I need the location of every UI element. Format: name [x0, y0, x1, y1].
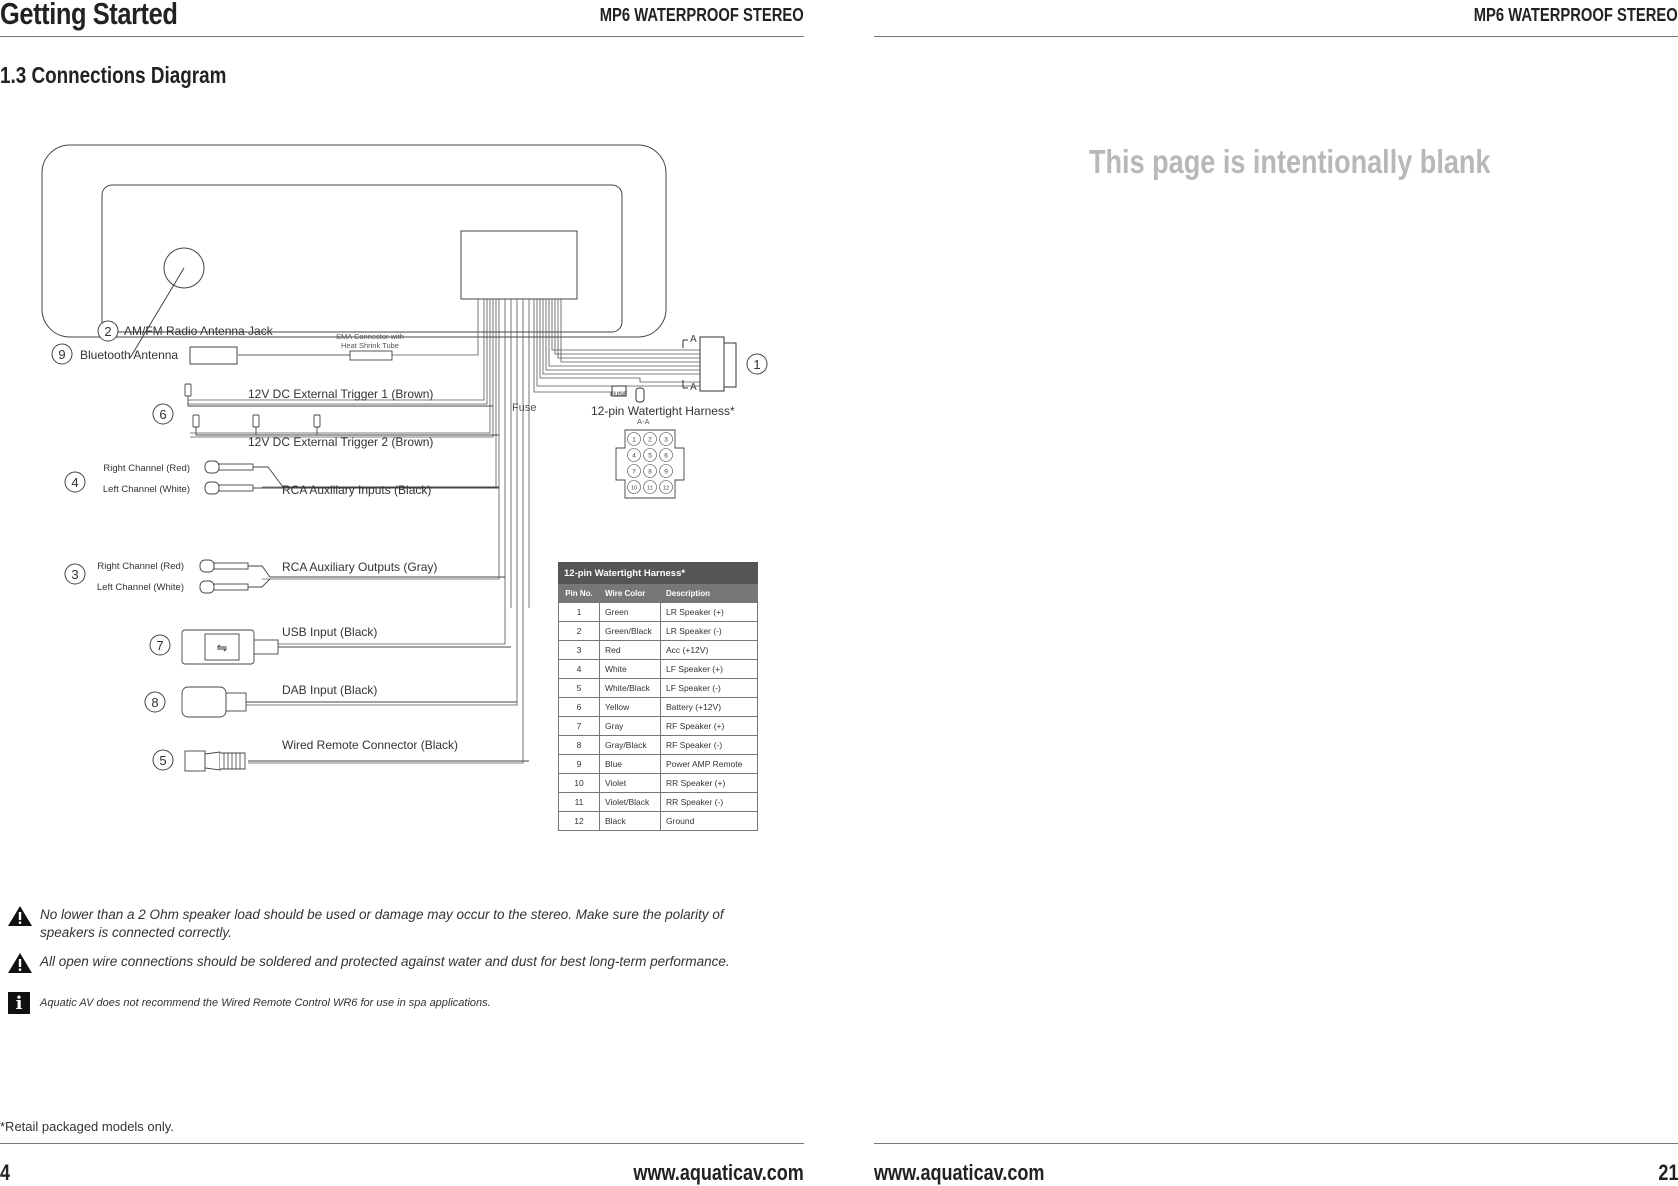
harness-pin-number: 1: [632, 436, 636, 444]
wire-color-cell: White/Black: [600, 679, 661, 698]
pin-number-cell: 10: [559, 774, 600, 793]
section-a-top: A: [690, 334, 697, 345]
page-heading: Getting Started: [0, 0, 178, 31]
col-description: Description: [661, 584, 758, 603]
table-row: [559, 622, 758, 641]
table-row: [559, 736, 758, 755]
wire-color-cell: Gray: [600, 717, 661, 736]
description-cell: Acc (+12V): [661, 641, 758, 660]
wire-color-cell: Gray/Black: [600, 736, 661, 755]
wire-color-cell: Green: [600, 603, 661, 622]
pin-number-cell: 9: [559, 755, 600, 774]
description-cell: Ground: [661, 812, 758, 831]
table-row: [559, 603, 758, 622]
wire-color-cell: White: [600, 660, 661, 679]
pin-number-cell: 8: [559, 736, 600, 755]
harness-pin-number: 12: [662, 485, 670, 492]
description-cell: RF Speaker (+): [661, 717, 758, 736]
callout-8-number: 8: [151, 695, 159, 710]
table-row: [559, 793, 758, 812]
harness-label: 12-pin Watertight Harness*: [591, 404, 735, 418]
pin-number-cell: 1: [559, 603, 600, 622]
left-footer-rule: [0, 1143, 804, 1144]
harness-pin-number: 11: [647, 485, 653, 492]
left-header-product: MP6 WATERPROOF STEREO: [600, 5, 804, 25]
antenna-jack-label: AM/FM Radio Antenna Jack: [124, 324, 273, 338]
sma-label-line2: Heat Shrink Tube: [341, 341, 399, 350]
rca-out-label: RCA Auxiliary Outputs (Gray): [282, 560, 438, 574]
rear-connector-block: [461, 231, 577, 299]
harness-pin-number: 2: [648, 436, 652, 444]
harness-table-title: 12-pin Watertight Harness*: [559, 563, 758, 584]
col-wire-color: Wire Color: [600, 584, 661, 603]
left-page-number: 4: [0, 1160, 11, 1185]
description-cell: LR Speaker (-): [661, 622, 758, 641]
right-header-product: MP6 WATERPROOF STEREO: [1474, 5, 1678, 25]
dab-label: DAB Input (Black): [282, 683, 378, 697]
wire-color-cell: Red: [600, 641, 661, 660]
harness-pin-number: 10: [630, 485, 638, 492]
blank-page-notice: This page is intentionally blank: [1089, 143, 1491, 180]
harness-pin-number: 6: [664, 452, 668, 460]
right-header-rule: [874, 36, 1678, 37]
table-row: [559, 717, 758, 736]
sma-label-line1: SMA Connector with: [336, 332, 404, 341]
harness-connector: [612, 337, 736, 402]
description-cell: Battery (+12V): [661, 698, 758, 717]
pin-number-cell: 7: [559, 717, 600, 736]
harness-table-header: [559, 584, 758, 603]
wire-color-cell: Yellow: [600, 698, 661, 717]
harness-table: [558, 562, 758, 831]
fuse-tag: FUSE: [610, 391, 628, 398]
description-cell: LF Speaker (-): [661, 679, 758, 698]
description-cell: LF Speaker (+): [661, 660, 758, 679]
pin-number-cell: 4: [559, 660, 600, 679]
callout-5-number: 5: [159, 753, 167, 768]
left-footer-url[interactable]: www.aquaticav.com: [633, 1160, 804, 1185]
harness-pin-number: 9: [664, 468, 668, 476]
table-row: [559, 660, 758, 679]
remote-connector: [185, 751, 529, 771]
bluetooth-antenna: [190, 347, 237, 364]
wire-color-cell: Violet: [600, 774, 661, 793]
description-cell: RR Speaker (-): [661, 793, 758, 812]
description-cell: RR Speaker (+): [661, 774, 758, 793]
table-row: [559, 755, 758, 774]
harness-pin-number: 5: [648, 452, 652, 460]
wire-color-cell: Violet/Black: [600, 793, 661, 812]
left-header-rule: [0, 36, 804, 37]
pin-number-cell: 3: [559, 641, 600, 660]
fuse-label: Fuse: [512, 402, 537, 414]
right-page-number: 21: [1657, 1160, 1678, 1185]
bluetooth-label: Bluetooth Antenna: [80, 348, 179, 362]
table-row: [559, 812, 758, 831]
wire-color-cell: Black: [600, 812, 661, 831]
harness-pin-number: 3: [664, 436, 668, 444]
warning-note-1: No lower than a 2 Ohm speaker load should be used or damage may occur to the stereo. Make sure the polarity of speakers is connected correctly.: [40, 907, 724, 940]
callout-1-number: 1: [753, 357, 761, 372]
pin-number-cell: 6: [559, 698, 600, 717]
usb-label: USB Input (Black): [282, 625, 378, 639]
wire-color-cell: Green/Black: [600, 622, 661, 641]
sma-connector: [350, 351, 392, 360]
callout-6-number: 6: [159, 407, 167, 422]
rca-in-right-label: Right Channel (Red): [103, 463, 190, 474]
warning-note-2: All open wire connections should be soldered and protected against water and dust for best long-term performance.: [40, 954, 730, 969]
pin-number-cell: 11: [559, 793, 600, 812]
rca-in-label: RCA Auxiliary Inputs (Black): [282, 483, 432, 497]
harness-pin-number: 4: [632, 452, 636, 460]
warning-icon-1: [7, 905, 33, 932]
pin-number-cell: 12: [559, 812, 600, 831]
callout-3-number: 3: [71, 567, 79, 582]
stereo-faceplate: [42, 145, 666, 337]
table-row: [559, 679, 758, 698]
section-aa-label: A-A: [637, 417, 650, 426]
usb-icon: ⇋: [216, 640, 228, 655]
description-cell: RF Speaker (-): [661, 736, 758, 755]
stereo-chassis: [102, 185, 622, 332]
table-row: [559, 641, 758, 660]
info-note: Aquatic AV does not recommend the Wired Remote Control WR6 for use in spa applications.: [40, 997, 491, 1009]
callout-4-number: 4: [71, 475, 79, 490]
rca-out-left-label: Left Channel (White): [96, 582, 184, 593]
right-footer-url[interactable]: www.aquaticav.com: [874, 1160, 1045, 1185]
description-cell: LR Speaker (+): [661, 603, 758, 622]
rca-in-left-label: Left Channel (White): [102, 484, 190, 495]
pin-number-cell: 5: [559, 679, 600, 698]
info-icon: i: [8, 992, 30, 1014]
harness-pin-face: [616, 430, 684, 498]
description-cell: Power AMP Remote: [661, 755, 758, 774]
harness-pin-number: 8: [648, 468, 652, 476]
pin-number-cell: 2: [559, 622, 600, 641]
trigger2-label: 12V DC External Trigger 2 (Brown): [248, 435, 434, 449]
harness-table-title-row: [559, 563, 758, 584]
callout-9-number: 9: [58, 347, 66, 362]
footnote: *Retail packaged models only.: [0, 1119, 174, 1134]
section-a-bottom: A: [690, 382, 697, 393]
trigger1-label: 12V DC External Trigger 1 (Brown): [248, 387, 434, 401]
callout-2-number: 2: [104, 324, 112, 339]
section-title: 1.3 Connections Diagram: [0, 62, 227, 88]
col-pin: Pin No.: [559, 584, 600, 603]
harness-pin-number: 7: [632, 468, 636, 476]
remote-label: Wired Remote Connector (Black): [282, 738, 459, 752]
rca-out-right-label: Right Channel (Red): [97, 561, 184, 572]
table-row: [559, 774, 758, 793]
wire-color-cell: Blue: [600, 755, 661, 774]
callout-7-number: 7: [156, 638, 164, 653]
warning-icon-2: [7, 952, 33, 979]
harness-table-wrapper: [558, 562, 758, 831]
table-row: [559, 698, 758, 717]
right-footer-rule: [874, 1143, 1678, 1144]
